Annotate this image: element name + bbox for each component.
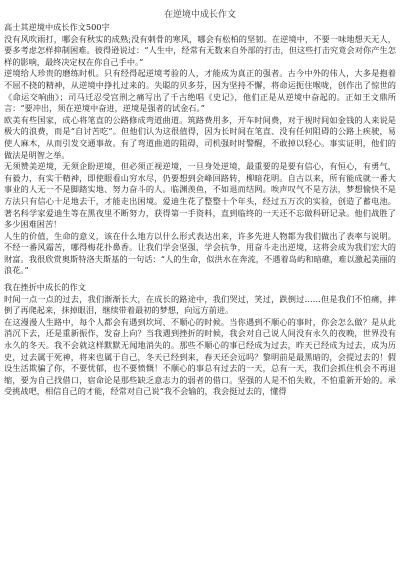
document-title: 在逆境中成长作文 bbox=[163, 10, 236, 20]
paragraph: 逆境给人珍贵的磨练时机。只有经得起逆境考验的人，才能成为真正的强者。古今中外的伟人，大多是抱着不屈不挠的精神，从逆境中挣扎过来的。失聪的贝多芬，因为坚持不懈，将命运扼住喉咙，创作出了惊世的《命运交响曲》；司马迁忍受宫刑之痛写出了千古绝唱《史记》，他们正是从逆境中奋起的。正如王文鼎所言：“要冲出，须在逆境中奋进，逆境是强者的试金石。” bbox=[4, 68, 396, 114]
paragraph: 在这漫漫人生路中，每个人都会有遇到坎坷、不顺心的时候。当你遇到不顺心的事时，你会怎么做？是从此消沉下去，还是重新振作，发奋上向？当我遇到挫折的时候，我会对自己说人间没有永久的夜晚，世界没有永久的冬天。我不会就这样默默无闻地消失的。那些不顺心的事已经成为过去，昨天已经成为过去，成为历史，过去属于死神，将来也属于自己，冬天已经到来，春天还会远吗？黎明前是最黑暗的，会提过去的！假设生活欺骗了你，不要忧郁，也不要愤慨！不顺心的事总有过去的一天，总有一天，我们会抓住机会不再退缩，要为自己找借口，宿命论是那些缺乏意志力的弱者的借口。坚强的人是不怕失败，不怕重新开始的。承受挑战吧，相信自己的才能，经常对自己说“我不会输的，我会挺过去的，懂得 bbox=[4, 316, 396, 397]
section-heading: 我在挫折中成长的作文 bbox=[4, 282, 86, 293]
paragraph: 欧美有些国家，成心将笔直的公路修成弯道曲道。筑路费用多，开车时间费，对于视时间如金钱的人来说是极大的浪费，而是“自讨苦吃”。但他们认为这很值得，因为长时间在笔直、没有任何阻碍的公路上疾驶，易使人麻木，从而引发交通事故。有了弯道曲道的阻碍，司机强时时警醒，不敢掉以轻心。事实证明，他们的做法是明智之举。 bbox=[4, 114, 396, 160]
paragraph: 时间一点一点的过去，我们渐渐长大，在成长的路途中，我们哭过，笑过，跌倒过……但是我们不怕痛，摔倒了再爬起来，抹掉眼泪，继续带着最初的梦想，向远方前进。 bbox=[4, 293, 396, 316]
section-heading: 高士其逆境中成长作文500字 bbox=[4, 22, 110, 32]
paragraph: 人生的价值，生命的意义，该在什么地方以什么形式表达出来，许多先进人物都为我们做出了表率与说明。不经一番风霜苦，哪得梅花扑鼻香。让我们学会坚强，学会抗争，用奋斗走出逆境，这将会成为我们宏大的财富。我很欣赏奥斯特洛夫斯基的一句话：“人的生命，似洪水在奔流，不遇着岛屿和暗礁，难以激起美丽的浪花。” bbox=[4, 230, 396, 276]
paragraph: 无须赞美逆境，无须企盼逆境，但必须正视逆境，一旦身处逆境，最重要的是要有信心，有恒心，有勇气，有毅力，有实干精神，即使眼看山穷水尽，仍要想到会峰回路转，柳暗花明。自古以来，所有能成就一番大事业的人无一不是脚踏实地、努力奋斗的人。临渊羡鱼，不如退而结网。唉声叹气不是方法，梦想愉快不是方法只有信心十足地去干，才能走出困境。爱迪生花了整整十个年头，经过五万次的实验，创造了蓄电池。著名科学家爱迪生等在黑夜里不断努力，获得第一手资料，直到临终的一天还不忘做科研记录。他们战胜了多少困难困苦！ bbox=[4, 161, 396, 230]
paragraph: 没有风吹雨打，哪会有秋实的成熟;没有刺骨的寒风，哪会有松柏的坚韧。在逆境中，不要一味地想天无人，要多考虑怎样抑制困难。彼得逊说过：“人生中，经常有无数来自外部的打击，但这些打击究竟会对你产生怎样的影响，最终决定权在你自己手中。” bbox=[4, 33, 396, 67]
article-body bbox=[4, 22, 396, 398]
